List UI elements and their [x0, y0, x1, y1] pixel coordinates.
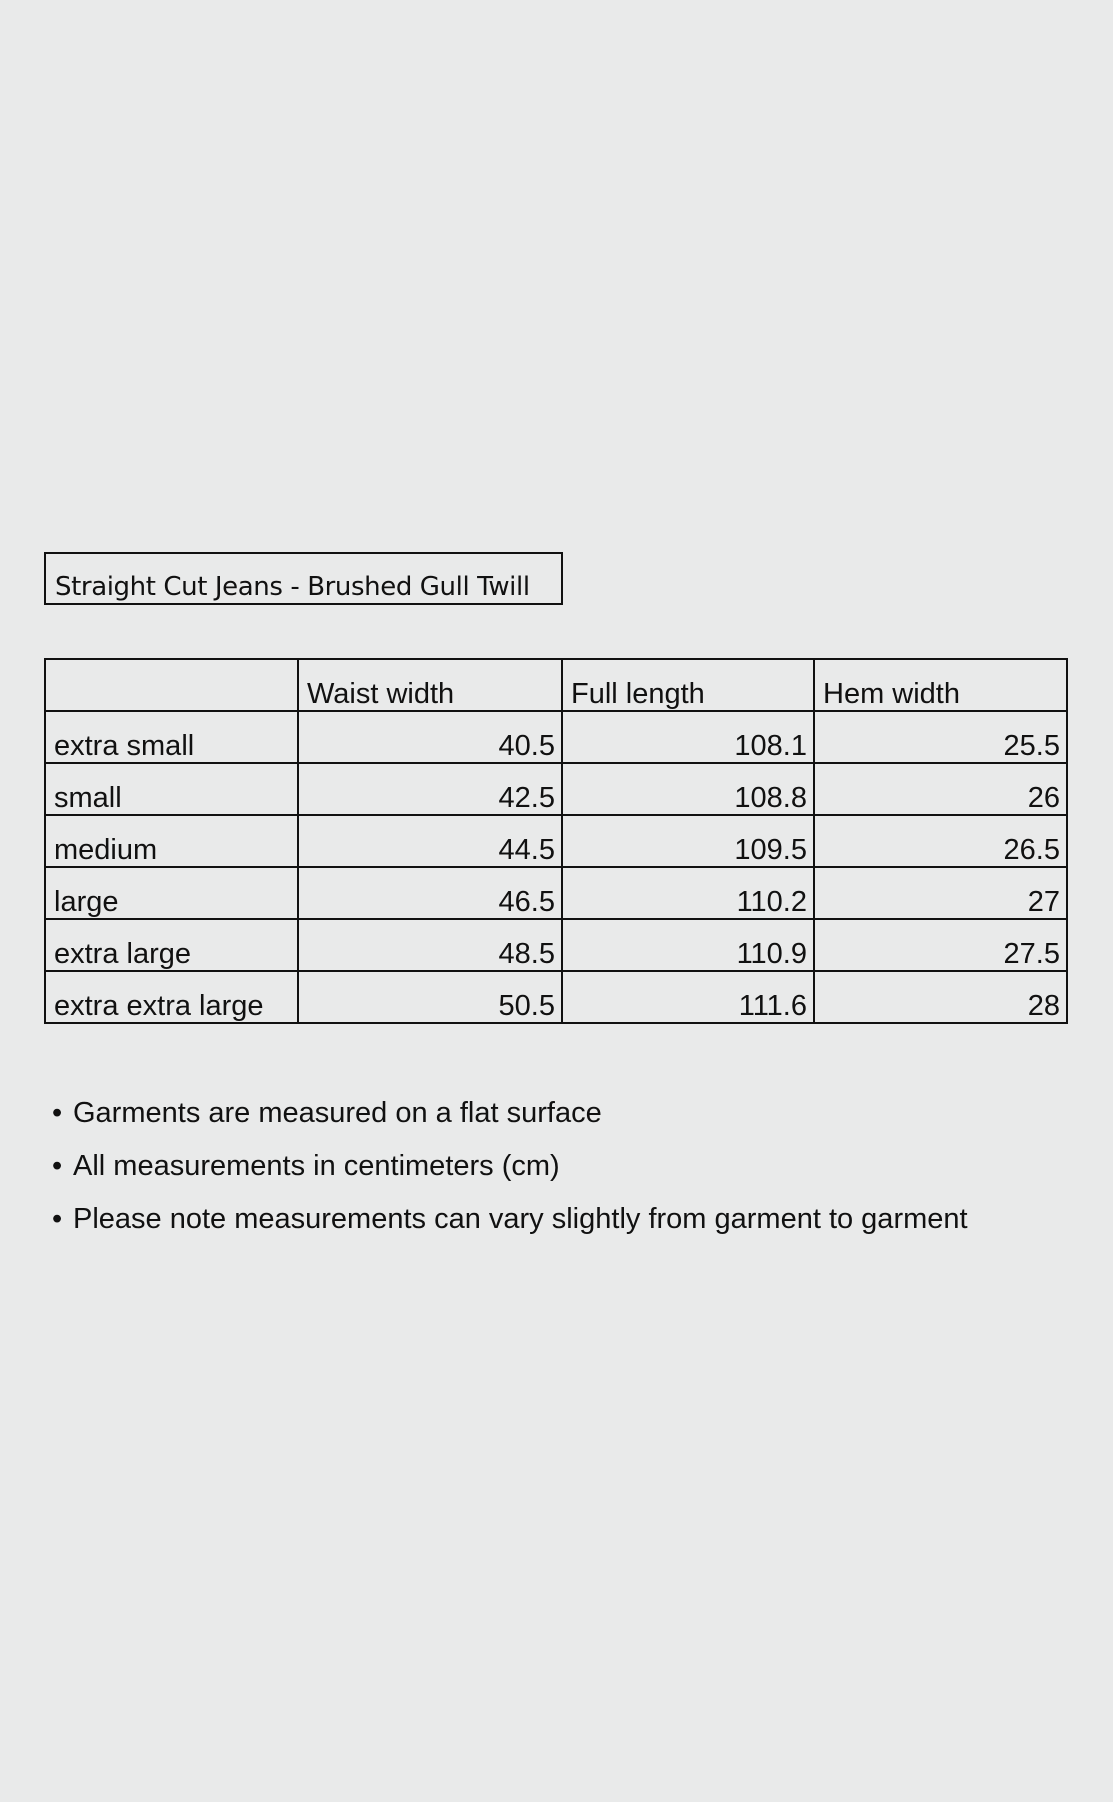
waist-width-cell: 48.5: [298, 919, 562, 971]
header-cell-size: [45, 659, 298, 711]
page-title: Straight Cut Jeans - Brushed Gull Twill: [55, 572, 530, 602]
size-label-cell: medium: [45, 815, 298, 867]
table-row: [45, 971, 1067, 1023]
waist-width-cell: 50.5: [298, 971, 562, 1023]
size-label-cell: large: [45, 867, 298, 919]
table-row: [45, 763, 1067, 815]
full-length-cell: 108.8: [562, 763, 814, 815]
hem-width-cell: 27.5: [814, 919, 1067, 971]
full-length-cell: 110.2: [562, 867, 814, 919]
list-item: [52, 1099, 968, 1152]
header-cell-waist-width: Waist width: [298, 659, 562, 711]
waist-width-cell: 46.5: [298, 867, 562, 919]
header-cell-hem-width: Hem width: [814, 659, 1067, 711]
hem-width-cell: 26: [814, 763, 1067, 815]
table-row: [45, 919, 1067, 971]
size-label-cell: extra extra large: [45, 971, 298, 1023]
size-chart-table: [44, 658, 1068, 1024]
full-length-cell: 110.9: [562, 919, 814, 971]
hem-width-cell: 26.5: [814, 815, 1067, 867]
header-cell-full-length: Full length: [562, 659, 814, 711]
measurement-notes-list: [52, 1099, 968, 1258]
bullet-icon: •: [52, 1203, 63, 1235]
hem-width-cell: 25.5: [814, 711, 1067, 763]
waist-width-cell: 40.5: [298, 711, 562, 763]
table-header-row: [45, 659, 1067, 711]
title-box: [44, 552, 563, 605]
table-row: [45, 867, 1067, 919]
note-text: Garments are measured on a flat surface: [73, 1097, 602, 1129]
note-text: All measurements in centimeters (cm): [73, 1150, 560, 1182]
size-label-cell: extra large: [45, 919, 298, 971]
bullet-icon: •: [52, 1097, 63, 1129]
waist-width-cell: 44.5: [298, 815, 562, 867]
full-length-cell: 108.1: [562, 711, 814, 763]
list-item: [52, 1152, 968, 1205]
note-text: Please note measurements can vary slightly from garment to garment: [73, 1203, 968, 1235]
size-label-cell: extra small: [45, 711, 298, 763]
table-row: [45, 815, 1067, 867]
hem-width-cell: 28: [814, 971, 1067, 1023]
hem-width-cell: 27: [814, 867, 1067, 919]
full-length-cell: 111.6: [562, 971, 814, 1023]
bullet-icon: •: [52, 1150, 63, 1182]
table-row: [45, 711, 1067, 763]
full-length-cell: 109.5: [562, 815, 814, 867]
waist-width-cell: 42.5: [298, 763, 562, 815]
size-label-cell: small: [45, 763, 298, 815]
list-item: [52, 1205, 968, 1258]
